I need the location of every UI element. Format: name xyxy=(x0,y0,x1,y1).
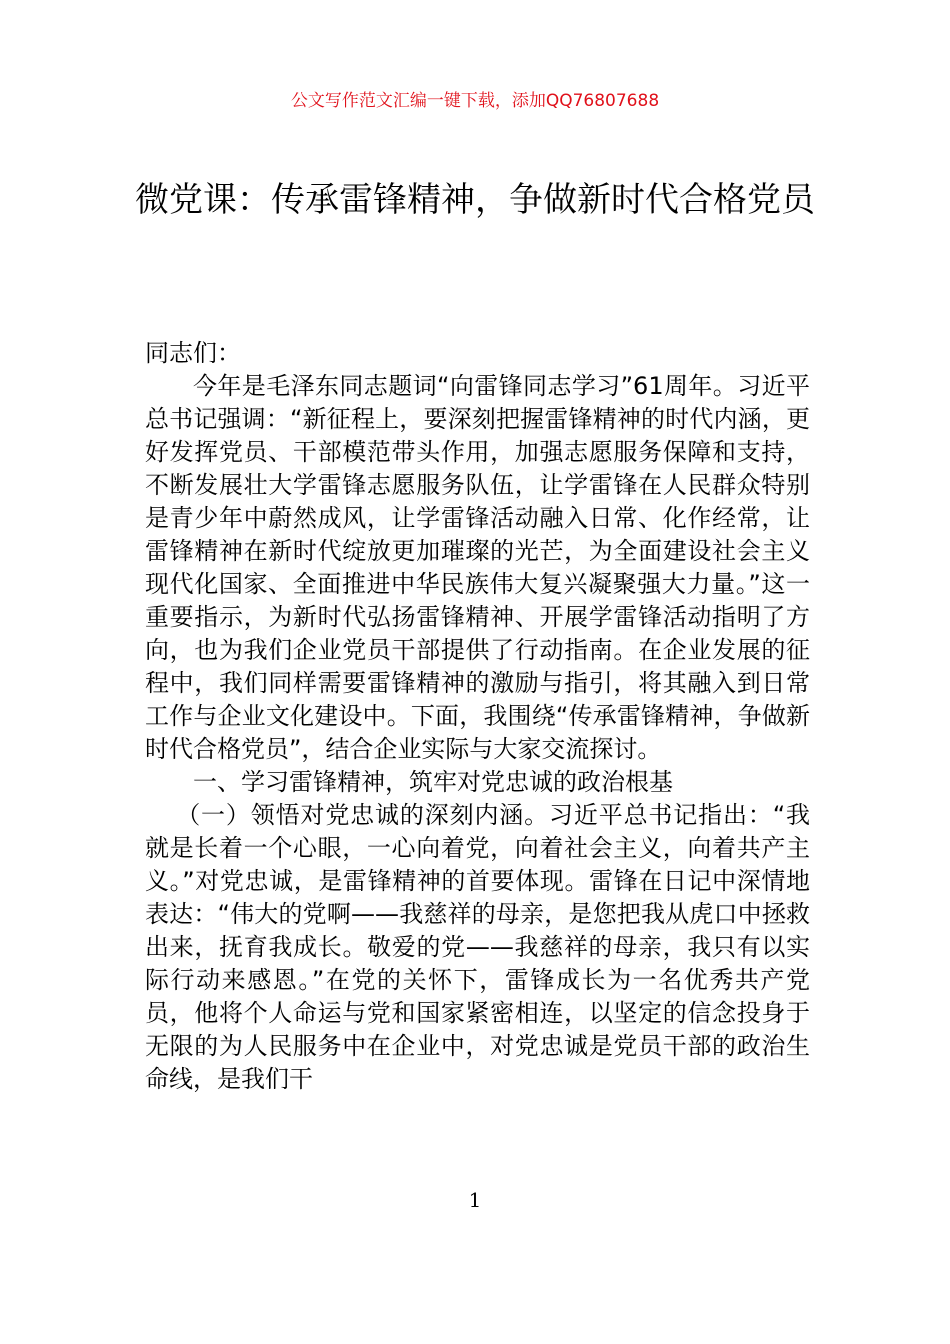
page-number: 1 xyxy=(468,1188,482,1212)
section-heading: 一、学习雷锋精神，筑牢对党忠诚的政治根基 xyxy=(193,768,673,796)
document-body xyxy=(145,337,810,1096)
paragraph: （一）领悟对党忠诚的深刻内涵。习近平总书记指出：“我就是长着一个心眼，一心向着党，向着社会主义，向着共产主义。”对党忠诚，是雷锋精神的首要体现。雷锋在日记中深情地表达：“伟大的党啊——我慈祥的母亲，是您把我从虎口中拯救出来，抚育我成长。敬爱的党——我慈祥的母亲，我只有以实际行动来感恩。”在党的关怀下，雷锋成长为一名优秀共产党员，他将个人命运与党和国家紧密相连，以坚定的信念投身于无限的为人民服务中在企业中，对党忠诚是党员干部的政治生命线，是我们干 xyxy=(145,801,810,1093)
document-title: 微党课：传承雷锋精神，争做新时代合格党员 xyxy=(135,180,815,220)
paragraph: 今年是毛泽东同志题词“向雷锋同志学习”61周年。习近平总书记强调：“新征程上，要深刻把握雷锋精神的时代内涵，更好发挥党员、干部模范带头作用，加强志愿服务保障和支持，不断发展壮大学雷锋志愿服务队伍，让学雷锋在人民群众特别是青少年中蔚然成风，让学雷锋活动融入日常、化作经常，让雷锋精神在新时代绽放更加璀璨的光芒，为全面建设社会主义现代化国家、全面推进中华民族伟大复兴凝聚强大力量。”这一重要指示，为新时代弘扬雷锋精神、开展学雷锋活动指明了方向，也为我们企业党员干部提供了行动指南。在企业发展的征程中，我们同样需要雷锋精神的激励与指引，将其融入到日常工作与企业文化建设中。下面，我围绕“传承雷锋精神，争做新时代合格党员”，结合企业实际与大家交流探讨。 xyxy=(145,372,810,763)
salutation: 同志们： xyxy=(145,339,241,367)
header-note: 公文写作范文汇编一键下载，添加QQ76807688 xyxy=(290,91,660,111)
